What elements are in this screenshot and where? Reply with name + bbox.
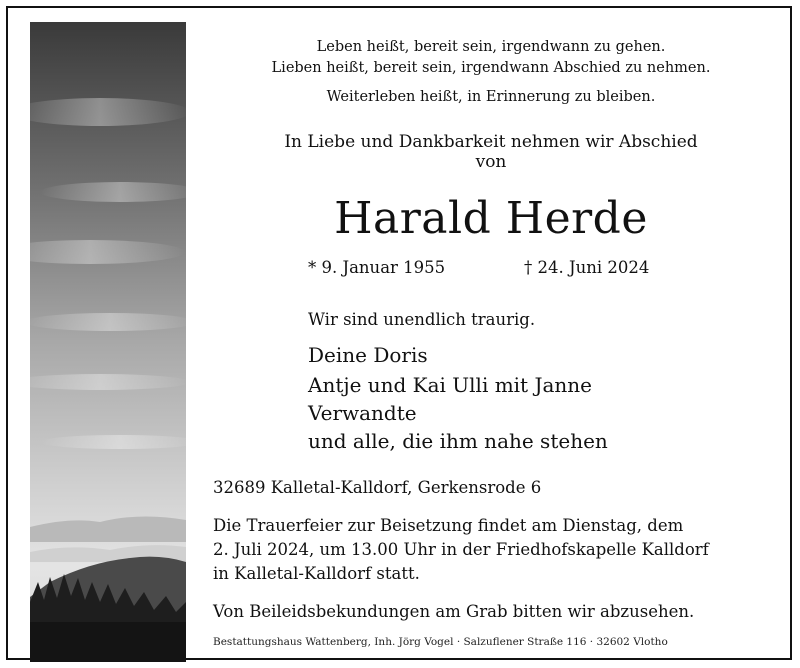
address: 32689 Kalletal-Kalldorf, Gerkensrode 6 bbox=[213, 478, 542, 497]
poem-line-2: Lieben heißt, bereit sein, irgendwann Abschied zu nehmen. bbox=[271, 60, 711, 76]
mourner-name: Antje und Kai Ulli mit Janne bbox=[308, 373, 592, 397]
poem-line-3: Weiterleben heißt, in Erinnerung zu bleiben. bbox=[326, 89, 656, 105]
deceased-name: Harald Herde bbox=[334, 193, 648, 244]
poem-line-1: Leben heißt, bereit sein, irgendwann zu gehen. bbox=[316, 39, 666, 55]
funeral-line-1: Die Trauerfeier zur Beisetzung findet am Dienstag, dem bbox=[213, 516, 684, 535]
death-date: † 24. Juni 2024 bbox=[524, 258, 650, 277]
funeral-line-3: in Kalletal-Kalldorf statt. bbox=[213, 564, 420, 583]
intro-line-2: von bbox=[475, 152, 507, 172]
funeral-home-footer: Bestattungshaus Wattenberg, Inh. Jörg Vogel · Salzuflener Straße 116 · 32602 Vlotho bbox=[213, 636, 668, 648]
intro-line-1: In Liebe und Dankbarkeit nehmen wir Abschied bbox=[284, 132, 698, 152]
mourner-name: Deine Doris bbox=[308, 343, 428, 367]
mourner-name: und alle, die ihm nahe stehen bbox=[308, 429, 608, 453]
obituary-frame bbox=[6, 6, 792, 660]
landscape-image bbox=[30, 22, 186, 662]
condolence-note: Von Beileidsbekundungen am Grab bitten wir abzusehen. bbox=[213, 602, 695, 621]
birth-date: * 9. Januar 1955 bbox=[308, 258, 446, 277]
sad-line: Wir sind unendlich traurig. bbox=[308, 310, 536, 329]
landscape-photo bbox=[30, 22, 186, 662]
funeral-line-2: 2. Juli 2024, um 13.00 Uhr in der Friedhofskapelle Kalldorf bbox=[213, 540, 709, 559]
mourner-name: Verwandte bbox=[308, 401, 417, 425]
